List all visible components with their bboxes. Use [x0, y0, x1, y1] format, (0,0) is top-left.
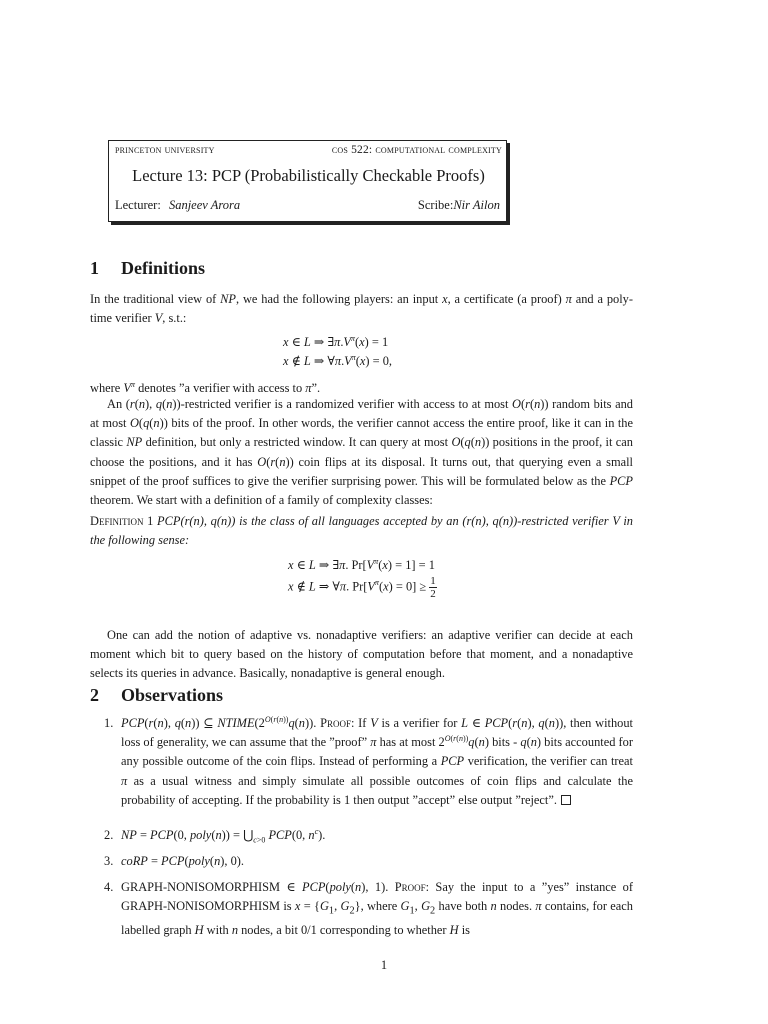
lecturer-name: Sanjeev Arora — [168, 198, 241, 212]
restricted-verifier-paragraph: An (r(n), q(n))-restricted verifier is a randomized verifier with access to at most O(r(n)) random bits and at most O(q(n)) bits of the proof. In other words, the verifier cannot access the entire proof, like it can in the classic NP definition, but only a restricted window. It can query at most O(q(n)) positions in the proof, it can choose the positions, and it has O(r(n)) coin flips at its disposal. It turns out, that querying even a small snippet of the proof suffices to give the verifier surprising power. This will be formulated below as the PCP theorem. We start with a definition of a family of complexity classes: — [90, 397, 633, 508]
university-name: princeton university — [115, 144, 215, 156]
section-heading-definitions: 1 Definitions — [90, 258, 206, 278]
equation-np-yes: x ∈ L ⇒ $\exists\pi.V^\pi(x) = 1$ — [283, 333, 389, 349]
scribe-label: Scribe: — [417, 198, 454, 212]
fraction-one-half: $\frac{1}{2}$ — [430, 575, 436, 600]
adaptive-paragraph: One can add the notion of adaptive vs. nonadaptive verifiers: an adaptive verifier can decide at each moment which bit to query based on the history of computation before that moment, and a nonadaptive selects its queries in advance. Basically, nonadaptive is general enough. — [90, 628, 633, 681]
observation-item-4: 4. GRAPH-NONISOMORPHISM ∈ PCP(poly(n), 1). Proof: Say the input to a ”yes” instance of GRAPH-NONISOMORPHISM is $x = \{G_1$, $G_2$}, where $G_1$, $G_2$ have both n nodes. π contains, for each labelled graph H with n nodes, a bit 0/1 corresponding to whether H is — [104, 880, 633, 937]
lecture-title: Lecture 13: PCP (Probabilistically Checkable Proofs) — [132, 166, 485, 185]
definition-label: Definition 1 — [90, 514, 154, 528]
course-name: cos 522: computational complexity — [331, 144, 502, 156]
lecture-header-box — [108, 140, 507, 222]
where-line: where $V^\pi$ denotes ”a verifier with access to π”. — [90, 379, 321, 395]
lecturer-label: Lecturer: — [115, 198, 161, 212]
section-heading-observations: 2 Observations — [90, 685, 224, 705]
equation-pcp-yes: x ∈ L ⇒ ∃π. $Pr[V^\pi(x) = 1] = 1$ — [288, 556, 435, 572]
definition-1: Definition 1 PCP(r(n), q(n)) is the class of all languages accepted by an (r(n), q(n))-restricted verifier V in the following sense: — [90, 514, 633, 548]
observation-item-2: 2. NP = PCP(0, poly(n)) = $⋃_{c>0}$ PCP(0, $n^c$). — [104, 826, 326, 845]
equation-pcp-no: x ∉ L ⇒ ∀π. $Pr[V^\pi(x) = 0]$ ≥ $\frac{1}{2}$ — [288, 575, 436, 600]
page-number: 1 — [380, 958, 388, 972]
observation-item-1: 1. PCP(r(n), q(n)) ⊆ $NTIME(2^{O(r(n))}q(n))$. Proof: If V is a verifier for L ∈ PCP(r(n), q(n)), then without loss of generality, we can assume that the ”proof” π has at most $2^{O(r(n))}q(n)$ bits - q(n) bits accounted for any possible outcome of the coin flips. Instead of performing a PCP verification, the verifier can treat π as a usual witness and simply simulate all possible outcomes of coin flips and calculate the probability of accepting. If the probability is 1 then output ”accept” else output ”reject”. — [104, 714, 633, 807]
definitions-intro: In the traditional view of NP, we had the following players: an input x, a certificate (a proof) π and a poly-time verifier V, s.t.: — [90, 292, 633, 326]
scribe-name: Nir Ailon — [453, 198, 500, 212]
observation-item-3: 3. coRP = PCP(poly(n), 0). — [104, 854, 245, 868]
equation-np-no: x ∉ L ⇒ $\forall\pi.V^\pi(x) = 0$, — [283, 352, 393, 368]
qed-box-icon — [561, 795, 571, 805]
